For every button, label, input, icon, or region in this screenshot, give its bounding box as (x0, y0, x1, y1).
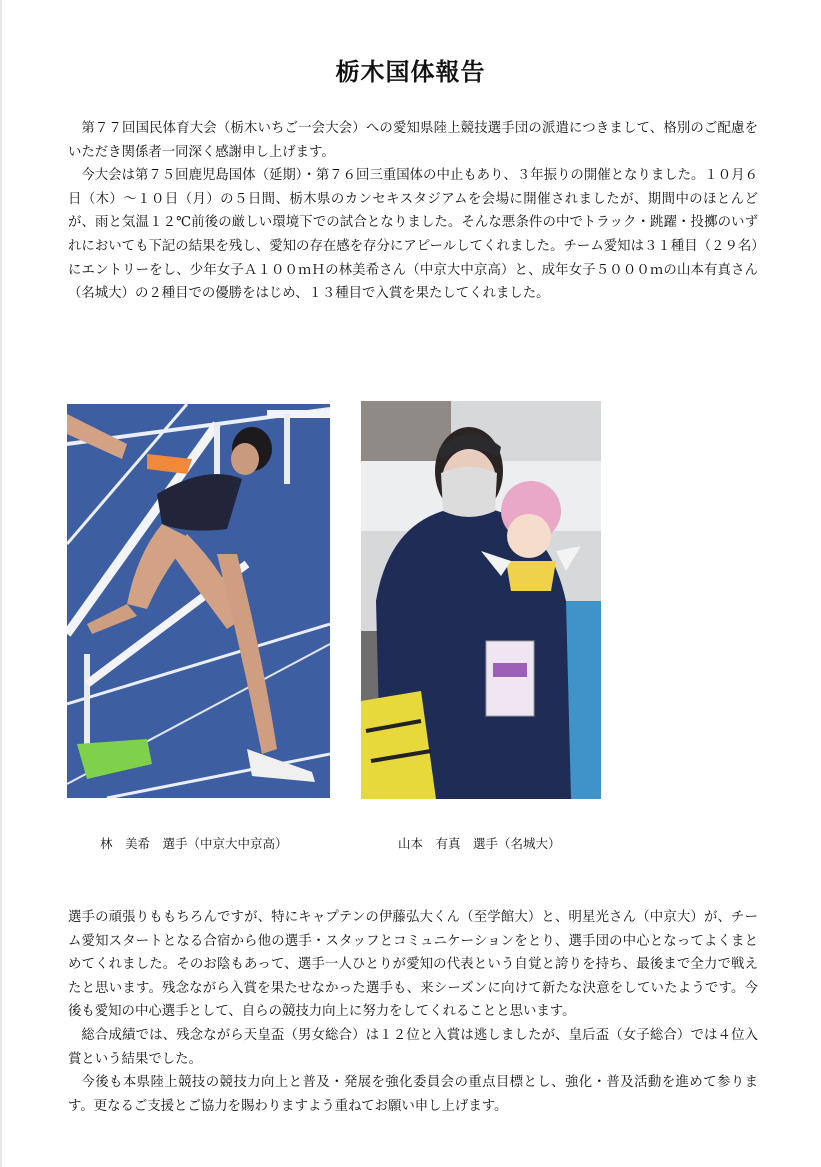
closing-paragraph-2: 総合成績では、残念ながら天皇盃（男女総合）は１２位と入賞は逃しましたが、皇后盃（女子総合）では４位入賞という結果でした。 (68, 1027, 758, 1067)
hurdler-illustration (67, 404, 330, 798)
closing-text (68, 906, 758, 1118)
athlete-illustration (361, 401, 601, 799)
photo-caption-right: 山本 有真 選手（名城大） (398, 836, 561, 851)
athlete-with-mascot-photo (361, 401, 601, 799)
intro-text (68, 117, 758, 306)
page-title: 栃木国体報告 (335, 58, 486, 86)
page-edge (0, 0, 2, 1167)
intro-paragraph-1: 第７７回国民体育大会（栃木いちご一会大会）への愛知県陸上競技選手団の派遣につきまして、格別のご配慮をいただき関係者一同深く感謝申し上げます。 (68, 121, 758, 160)
hurdler-photo (67, 404, 330, 798)
photo-caption-left: 林 美希 選手（中京大中京高） (100, 836, 288, 851)
closing-paragraph-1: 選手の頑張りももちろんですが、特にキャプテンの伊藤弘大くん（至学館大）と、明星光さん（中京大）が、チーム愛知スタートとなる合宿から他の選手・スタッフとコミュニケーションをとり、選手団の中心となってよくまとめてくれました。そのお陰もあって、選手一人ひとりが愛知の代表という自覚と誇りを持ち、最後まで全力で戦えたと思います。残念ながら入賞を果たせなかった選手も、来シーズンに向けて新たな決意をしていたようです。今後も愛知の中心選手として、自らの競技力向上に努力をしてくれることと思います。 (68, 910, 758, 1020)
closing-paragraph-3: 今後も本県陸上競技の競技力向上と普及・発展を強化委員会の重点目標とし、強化・普及活動を進めて参ります。更なるご支援とご協力を賜わりますよう重ねてお願い申し上げます。 (68, 1075, 758, 1114)
intro-paragraph-2: 今大会は第７５回鹿児島国体（延期）・第７６回三重国体の中止もあり、３年振りの開催となりました。１０月６日（木）～１０日（月）の５日間、栃木県のカンセキスタジアムを会場に開催されましたが、期間中のほとんどが、雨と気温１２℃前後の厳しい環境下での試合となりました。そんな悪条件の中でトラック・跳躍・投擲のいずれにおいても下記の結果を残し、愛知の存在感を存分にアピールしてくれました。チーム愛知は３１種目（２９名）にエントリーをし、少年女子Ａ１００ｍＨの林美希さん（中京大中京高）と、成年女子５０００ｍの山本有真さん（名城大）の２種目での優勝をはじめ、１３種目で入賞を果たしてくれました。 (68, 168, 758, 302)
